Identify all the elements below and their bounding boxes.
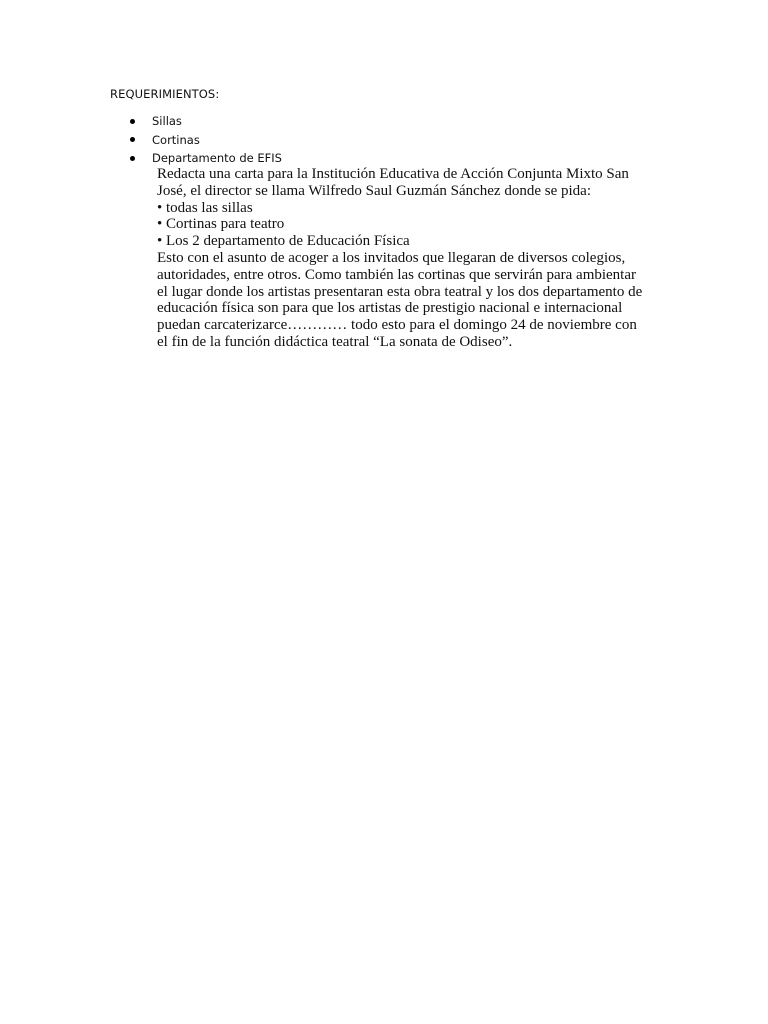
bullet-icon xyxy=(130,156,135,161)
bullet-icon xyxy=(130,119,135,124)
list-item xyxy=(130,112,282,131)
list-item-label: Departamento de EFIS xyxy=(152,151,282,165)
text-line: Redacta una carta para la Institución Educativa de Acción Conjunta Mixto San xyxy=(157,166,629,182)
list-item xyxy=(130,131,282,150)
text-line: José, el director se llama Wilfredo Saul Guzmán Sánchez donde se pida: xyxy=(157,182,591,199)
requirements-heading: REQUERIMIENTOS: xyxy=(110,87,220,101)
text-line: el lugar donde los artistas presentaran esta obra teatral y los dos departamento de xyxy=(157,283,643,300)
text-line: • Los 2 departamento de Educación Física xyxy=(157,233,410,250)
text-line: • todas las sillas xyxy=(157,199,253,216)
list-item xyxy=(130,149,282,168)
text-line: educación física son para que los artistas de prestigio nacional e internacional xyxy=(157,300,623,317)
text-line: Esto con el asunto de acoger a los invitados que llegaran de diversos colegios, xyxy=(157,249,626,266)
list-item-label: Cortinas xyxy=(152,132,200,147)
letter-instructions xyxy=(157,166,677,351)
requirements-list xyxy=(130,112,282,168)
bullet-icon xyxy=(130,137,135,142)
text-line: autoridades, entre otros. Como también las cortinas que servirán para ambientar xyxy=(157,266,637,283)
text-line: puedan carcaterizarce………… todo esto para el domingo 24 de noviembre con xyxy=(157,317,637,334)
text-line: • Cortinas para teatro xyxy=(157,216,285,233)
text-line: el fin de la función didáctica teatral “La sonata de Odiseo”. xyxy=(157,333,513,350)
list-item-label: Sillas xyxy=(152,114,182,128)
